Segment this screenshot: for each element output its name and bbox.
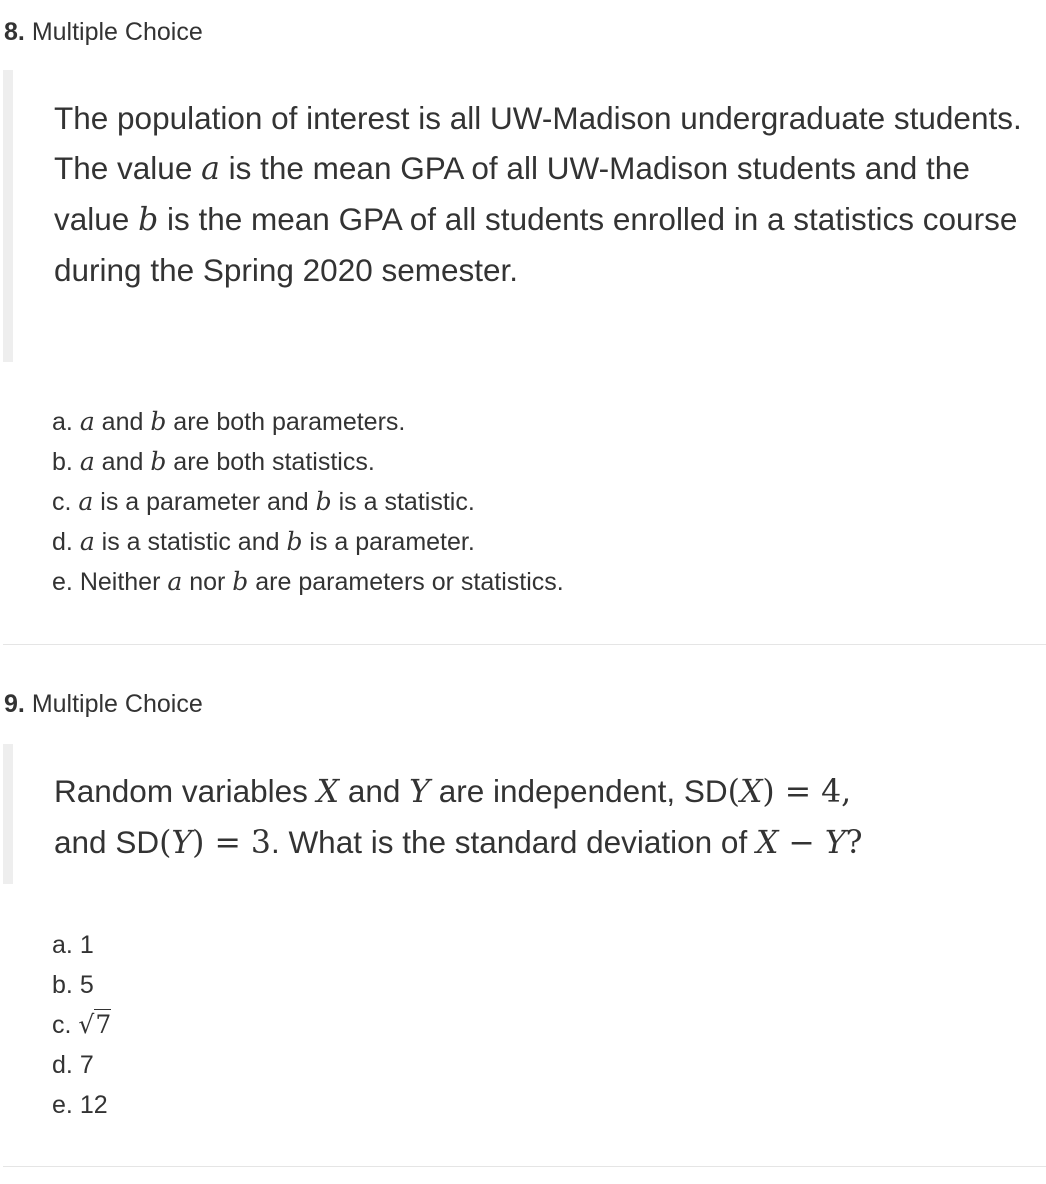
question-number: 8.	[4, 18, 25, 46]
math-question-mark: ?	[845, 825, 863, 861]
math-var-x: X	[755, 825, 779, 861]
stem-line-1	[54, 766, 1044, 817]
choice-d[interactable]	[52, 522, 564, 562]
choice-text: is a parameter and	[93, 488, 316, 516]
math-sd: SD	[115, 824, 160, 860]
math-equals: =	[774, 774, 822, 810]
choice-a[interactable]	[52, 402, 564, 442]
choice-e[interactable]	[52, 562, 564, 602]
divider	[3, 1166, 1046, 1167]
math-var-a: a	[167, 567, 183, 596]
choice-value: 12	[79, 1091, 108, 1119]
stem-text: are independent,	[429, 773, 684, 809]
math-equals: =	[204, 825, 251, 861]
math-value: 3	[250, 825, 271, 861]
math-comma: ,	[841, 774, 852, 810]
choice-letter: b.	[52, 448, 73, 476]
math-var-a: a	[201, 151, 220, 187]
choice-letter: b.	[52, 971, 73, 999]
math-var-a: a	[79, 447, 95, 476]
stem-text: Random variables	[54, 773, 317, 809]
choice-text: is a statistic.	[331, 488, 475, 516]
question-number: 9.	[4, 690, 25, 718]
choice-value: 5	[79, 971, 94, 999]
choice-letter: a.	[52, 931, 73, 959]
choice-text: and	[94, 448, 151, 476]
answer-choices	[52, 402, 564, 602]
stem-text: The population of interest is all UW-Madison undergraduate students. The value	[54, 100, 1022, 186]
stem-text: and	[339, 773, 410, 809]
choice-a[interactable]	[52, 925, 111, 965]
math-var-x: X	[316, 774, 340, 810]
choice-b[interactable]	[52, 965, 111, 1005]
choice-d[interactable]	[52, 1045, 111, 1085]
choice-text: are both parameters.	[166, 408, 406, 436]
stem-text: and	[54, 824, 116, 860]
choice-text: and	[94, 408, 151, 436]
math-var-b: b	[232, 567, 249, 596]
choice-letter: d.	[52, 1051, 73, 1079]
choice-c[interactable]	[52, 1005, 111, 1045]
choice-text: nor	[182, 568, 233, 596]
question-type: Multiple Choice	[31, 690, 203, 718]
question-stem	[3, 70, 1034, 362]
math-var-a: a	[79, 407, 95, 436]
stem-text: is the mean GPA of all UW-Madison students and the value	[54, 150, 970, 237]
math-var-a: a	[78, 487, 94, 516]
choice-text: are parameters or statistics.	[248, 568, 564, 596]
math-var-b: b	[138, 202, 159, 238]
choice-c[interactable]	[52, 482, 564, 522]
math-var-b: b	[150, 447, 167, 476]
choice-letter: a.	[52, 408, 73, 436]
math-var-b: b	[315, 487, 332, 516]
question-type: Multiple Choice	[31, 18, 203, 46]
math-var-a: a	[79, 527, 95, 556]
question-header	[4, 16, 203, 48]
question-stem	[3, 744, 1044, 884]
math-paren: )	[762, 774, 775, 810]
sqrt-expression	[78, 1005, 111, 1045]
stem-text: . What is the standard deviation of	[270, 824, 756, 860]
choice-e[interactable]	[52, 1085, 111, 1125]
choice-text: are both statistics.	[166, 448, 375, 476]
math-var-x: X	[739, 774, 763, 810]
question-header	[4, 688, 203, 720]
divider	[3, 644, 1046, 645]
choice-text: is a statistic and	[94, 528, 287, 556]
choice-text: is a parameter.	[302, 528, 475, 556]
choice-value: 7	[79, 1051, 94, 1079]
math-sd: SD	[683, 773, 728, 809]
math-paren: )	[192, 825, 205, 861]
math-var-y: Y	[409, 774, 430, 810]
choice-letter: d.	[52, 528, 73, 556]
radical-sign: √	[78, 1010, 95, 1039]
choice-letter: c.	[52, 1011, 72, 1039]
math-minus: −	[778, 825, 825, 861]
choice-value: 1	[79, 931, 94, 959]
math-var-y: Y	[824, 825, 846, 861]
stem-line-2	[54, 817, 1044, 868]
math-value: 4	[821, 774, 842, 810]
math-paren: (	[159, 825, 172, 861]
choice-letter: c.	[52, 488, 72, 516]
answer-choices	[52, 925, 111, 1125]
math-var-y: Y	[171, 825, 193, 861]
choice-value: 7	[95, 1010, 112, 1039]
math-var-b: b	[150, 407, 167, 436]
choice-b[interactable]	[52, 442, 564, 482]
stem-text: is the mean GPA of all students enrolled in a statistics course during the Spring 2020 semester.	[54, 201, 1018, 288]
math-var-b: b	[286, 527, 303, 556]
choice-letter: e.	[52, 568, 73, 596]
choice-text: Neither	[79, 568, 168, 596]
choice-letter: e.	[52, 1091, 73, 1119]
math-paren: (	[727, 774, 740, 810]
